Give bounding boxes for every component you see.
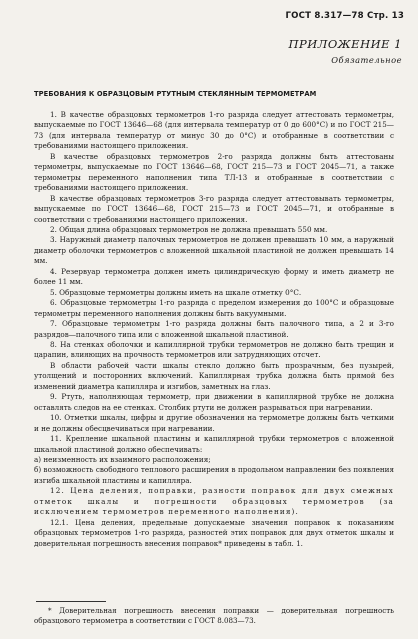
appendix-block	[288, 37, 402, 65]
appendix-title: ПРИЛОЖЕНИЕ 1	[288, 37, 402, 51]
paragraph: 7. Образцовые термометры 1-го разряда должны быть палочного типа, а 2 и 3-го разрядов—палочного типа или с вложенной шкальной пластиной.	[34, 319, 394, 339]
paragraph: 9. Ртуть, наполняющая термометр, при движении в капиллярной трубке не должна оставлять следов на ее стенках. Столбик ртути не должен разрываться при нагревании.	[34, 392, 394, 412]
section-title: ТРЕБОВАНИЯ К ОБРАЗЦОВЫМ РТУТНЫМ СТЕКЛЯННЫМ ТЕРМОМЕТРАМ	[34, 90, 317, 98]
paragraph: 5. Образцовые термометры должны иметь на шкале отметку 0°С.	[50, 287, 302, 297]
page-header: ГОСТ 8.317—78 Стр. 13	[285, 11, 404, 21]
paragraph: 6. Образцовые термометры 1-го разряда с пределом измерения до 100°С и образцовые термометры переменного наполнения должны быть вакуумными.	[34, 298, 394, 318]
paragraph: 3. Наружный диаметр палочных термометров не должен превышать 10 мм, а наружный диаметр оболочки термометров с вложенной шкальной пластиной не должен превышать 14 мм.	[34, 235, 394, 266]
footnote-text: * Доверительная погрешность внесения поправки — доверительная погрешность образцового термометра в соответствии с ГОСТ 8.083—73.	[34, 606, 394, 626]
body-text	[34, 110, 394, 549]
paragraph: 4. Резервуар термометра должен иметь цилиндрическую форму и иметь диаметр не более 11 мм.	[34, 266, 394, 287]
paragraph: В качестве образцовых термометров 2-го разряда должны быть аттестованы термометры, выпускаемые по ГОСТ 13646—68, ГОСТ 215—73 и ГОСТ 2045—71, а также термометры переменного наполнения типа ТЛ-13 и отобранные в соответствии с требованиями настоящего приложения.	[34, 151, 394, 193]
paragraph: В области рабочей части шкалы стекло должно быть прозрачным, без пузырей, утолщений и посторонних включений. Капиллярная трубка должна быть прямой без изменений диаметра капилляра и изгибов, заметных на глаз.	[34, 360, 394, 391]
paragraph: 12. Цена деления, поправки, разности поправок для двух смежных отметок шкалы и погрешности образцовых термометров (за исключением термометров переменного наполнения).	[34, 486, 394, 517]
paragraph: 11. Крепление шкальной пластины и капиллярной трубки термометров с вложенной шкальной пластиной должно обеспечивать:	[34, 434, 394, 454]
footnote-divider	[36, 601, 106, 602]
paragraph: 10. Отметки шкалы, цифры и другие обозначения на термометре должны быть четкими и не должны обесцвечиваться при нагревании.	[34, 413, 394, 433]
paragraph: 8. На стенках оболочки и капиллярной трубки термометров не должно быть трещин и царапин, влияющих на прочность термометров или затрудняющих отсчет.	[34, 339, 394, 360]
footnote	[34, 606, 394, 627]
appendix-subtitle: Обязательное	[331, 55, 402, 65]
paragraph: 2. Общая длина образцовых термометров не должна превышать 550 мм.	[50, 224, 328, 234]
list-item: б) возможность свободного теплового расширения в продольном направлении без появления изгиба шкальной пластины и капилляра.	[34, 465, 394, 485]
paragraph: 1. В качестве образцовых термометров 1-го разряда следует аттестовать термометры, выпускаемые по ГОСТ 13646—68 (для интервала температур от 0 до 600°С) и по ГОСТ 215—73 (для интервала температур от минус 30 до 0°С) и отобранные в соответствии с требованиями настоящего приложения.	[34, 110, 394, 151]
paragraph: В качестве образцовых термометров 3-го разряда следует аттестовывать термометры, выпускаемые по ГОСТ 13646—68, ГОСТ 215—73 и ГОСТ 2045—71, и отобранные в соответствии с требованиями настоящего приложения.	[34, 193, 394, 224]
list-item: а) неизменность их взаимного расположения;	[34, 454, 211, 464]
paragraph: 12.1. Цена деления, предельные допускаемые значения поправок к показаниям образцовых термометров 1-го разряда, разностей этих поправок для двух отметок шкалы и доверительная погрешность внесения поправок* приведены в табл. 1.	[34, 517, 394, 548]
